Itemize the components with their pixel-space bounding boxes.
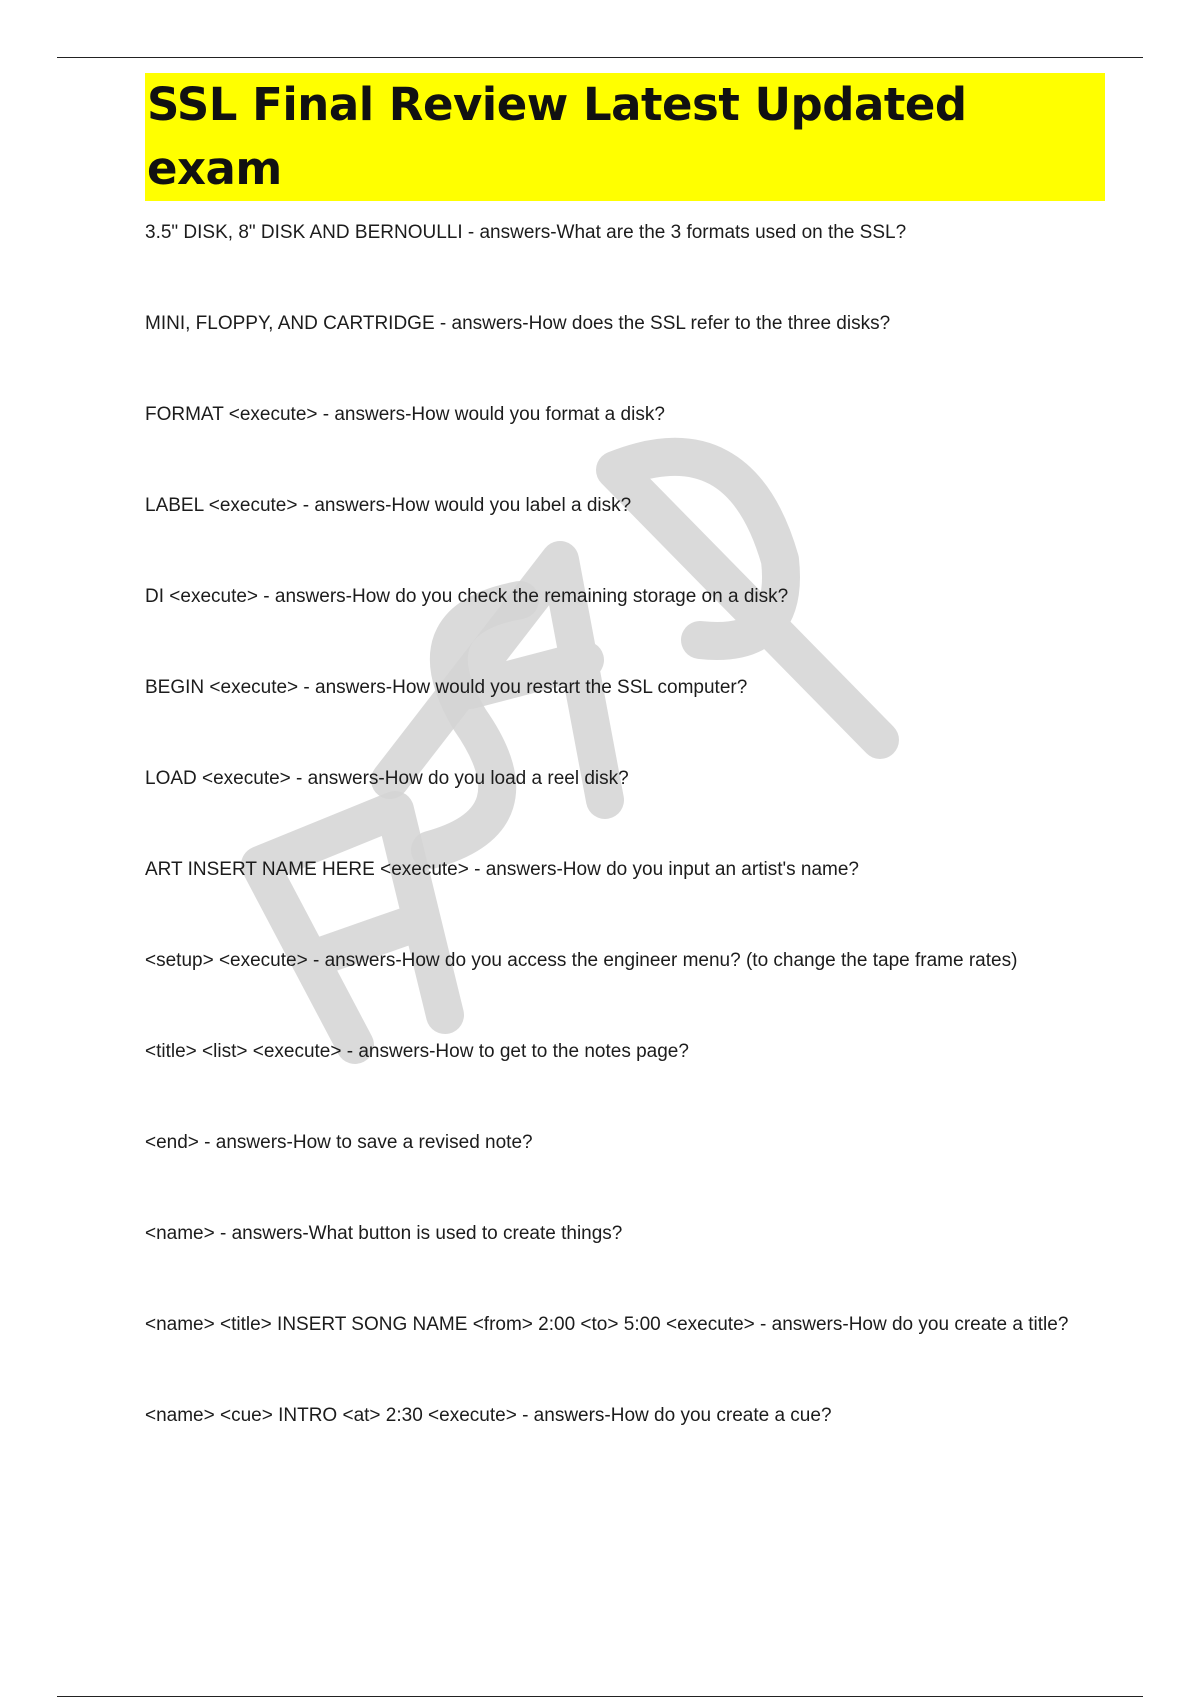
qa-item-1: 3.5" DISK, 8" DISK AND BERNOULLI - answers-What are the 3 formats used on the SSL? xyxy=(145,222,907,243)
top-rule xyxy=(57,57,1143,58)
qa-item-10: <title> <list> <execute> - answers-How to get to the notes page? xyxy=(145,1041,689,1062)
qa-item-5: DI <execute> - answers-How do you check the remaining storage on a disk? xyxy=(145,586,789,607)
qa-item-7: LOAD <execute> - answers-How do you load a reel disk? xyxy=(145,768,629,789)
qa-item-4: LABEL <execute> - answers-How would you label a disk? xyxy=(145,495,632,516)
document-body xyxy=(145,73,1105,1493)
qa-item-3: FORMAT <execute> - answers-How would you format a disk? xyxy=(145,404,665,425)
qa-item-9: <setup> <execute> - answers-How do you access the engineer menu? (to change the tape frame rates) xyxy=(145,950,1018,971)
qa-item-13: <name> <title> INSERT SONG NAME <from> 2:00 <to> 5:00 <execute> - answers-How do you create a title? xyxy=(145,1314,1069,1335)
qa-item-14: <name> <cue> INTRO <at> 2:30 <execute> - answers-How do you create a cue? xyxy=(145,1405,832,1426)
qa-list xyxy=(145,219,1105,1430)
qa-item-6: BEGIN <execute> - answers-How would you restart the SSL computer? xyxy=(145,677,748,698)
bottom-rule xyxy=(57,1696,1143,1697)
qa-item-2: MINI, FLOPPY, AND CARTRIDGE - answers-How does the SSL refer to the three disks? xyxy=(145,313,891,334)
page-title: SSL Final Review Latest Updated exam xyxy=(145,73,1105,201)
qa-item-12: <name> - answers-What button is used to create things? xyxy=(145,1223,623,1244)
qa-item-11: <end> - answers-How to save a revised note? xyxy=(145,1132,533,1153)
qa-item-8: ART INSERT NAME HERE <execute> - answers-How do you input an artist's name? xyxy=(145,859,859,880)
